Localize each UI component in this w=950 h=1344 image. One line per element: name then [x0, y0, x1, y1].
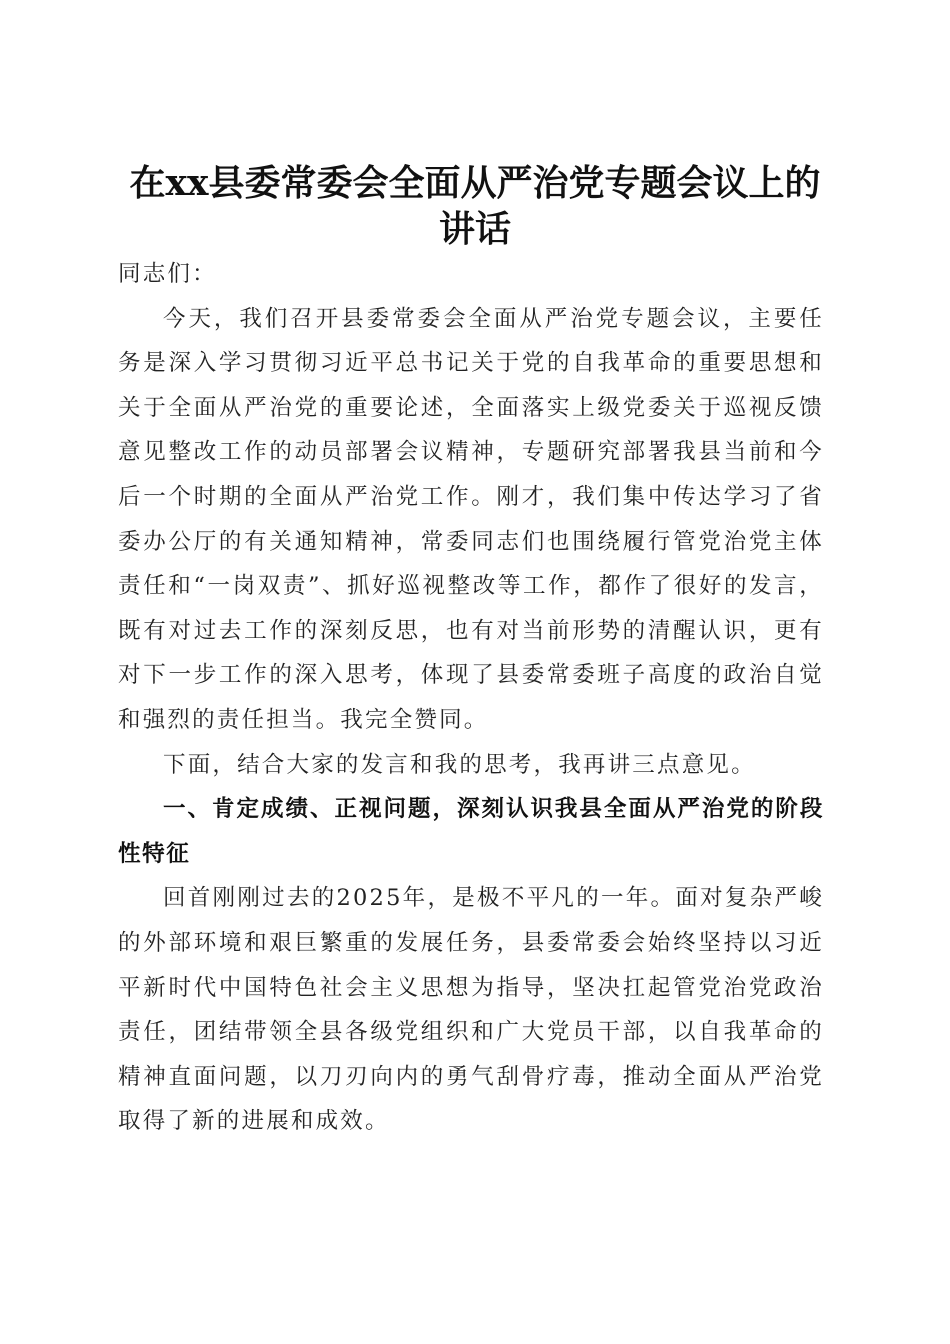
- document-title-line-2: 讲话: [438, 208, 511, 251]
- document-body: [118, 252, 824, 1144]
- opening-paragraph: 今天，我们召开县委常委会全面从严治党专题会议，主要任务是深入学习贯彻习近平总书记关于党的自我革命的重要思想和关于全面从严治党的重要论述，全面落实上级党委关于巡视反馈意见整改工作的动员部署会议精神，专题研究部署我县当前和今后一个时期的全面从严治党工作。刚才，我们集中传达学习了省委办公厅的有关通知精神，常委同志们也围绕履行管党治党主体责任和“一岗双责”、抓好巡视整改等工作，都作了很好的发言，既有对过去工作的深刻反思，也有对当前形势的清醒认识，更有对下一步工作的深入思考，体现了县委常委班子高度的政治自觉和强烈的责任担当。我完全赞同。: [118, 305, 824, 733]
- transition-paragraph: 下面，结合大家的发言和我的思考，我再讲三点意见。: [163, 751, 756, 778]
- document-title-line-1: 在xx县委常委会全面从严治党专题会议上的: [129, 162, 821, 205]
- section-1-paragraph: 回首刚刚过去的2025年，是极不平凡的一年。面对复杂严峻的外部环境和艰巨繁重的发展任务，县委常委会始终坚持以习近平新时代中国特色社会主义思想为指导，坚决扛起管党治党政治责任，团结带领全县各级党组织和广大党员干部，以自我革命的精神直面问题，以刀刃向内的勇气刮骨疗毒，推动全面从严治党取得了新的进展和成效。: [118, 885, 824, 1135]
- salutation: 同志们：: [118, 261, 217, 287]
- section-1-heading: 一、肯定成绩、正视问题，深刻认识我县全面从严治党的阶段性特征: [118, 796, 824, 867]
- document-title: [110, 160, 840, 252]
